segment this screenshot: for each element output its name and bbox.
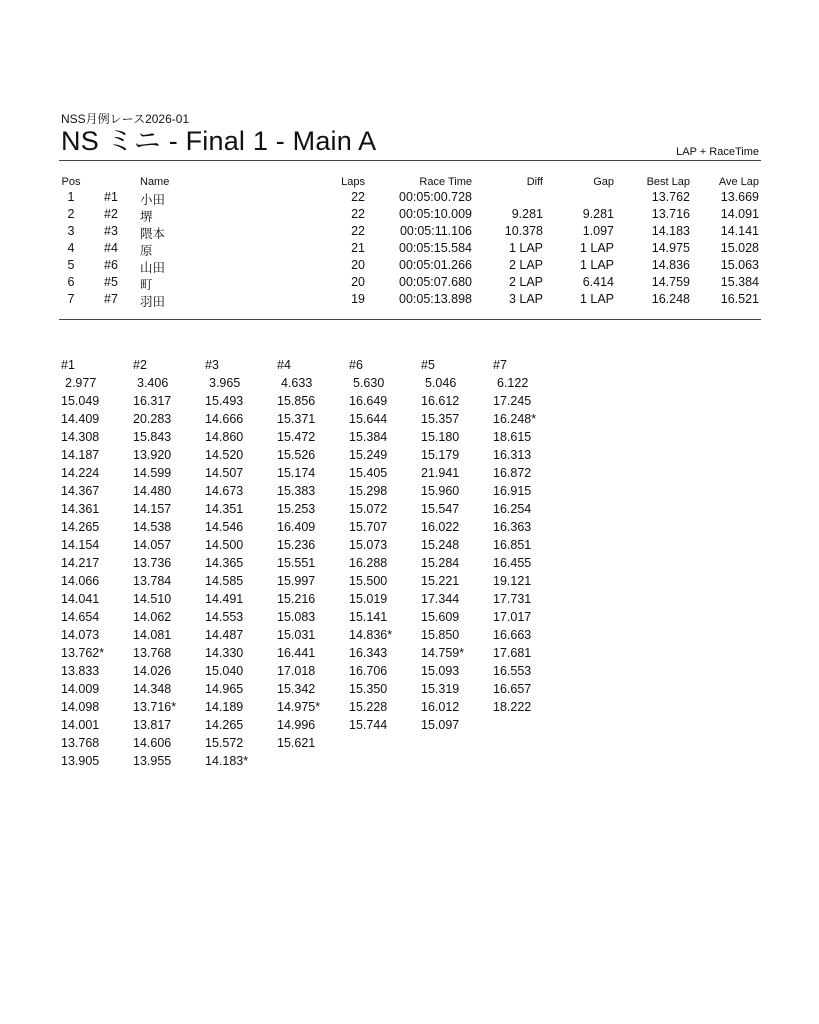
result-row xyxy=(60,224,760,241)
lap-column xyxy=(421,356,491,734)
lap-time: 16.343 xyxy=(349,646,388,660)
result-pos: 7 xyxy=(67,292,75,306)
lap-time: 15.744 xyxy=(349,718,388,732)
lap-time: 13.716* xyxy=(133,700,177,714)
lap-time: 17.018 xyxy=(277,664,316,678)
lap-time: 14.487 xyxy=(205,628,244,642)
result-gap: 9.281 xyxy=(582,207,614,221)
col-header-best-lap: Best Lap xyxy=(646,176,690,188)
lap-time: 14.098 xyxy=(61,700,100,714)
lap-time: 16.441 xyxy=(277,646,316,660)
lap-time: 20.283 xyxy=(133,412,172,426)
lap-time: 15.180 xyxy=(421,430,460,444)
lap-time: 13.905 xyxy=(61,754,100,768)
result-gap: 1 LAP xyxy=(579,292,614,306)
lap-time: 14.265 xyxy=(205,718,244,732)
result-car-number: #3 xyxy=(104,224,118,238)
lap-time: 16.851 xyxy=(493,538,532,552)
lap-time: 16.254 xyxy=(493,502,532,516)
result-laps: 20 xyxy=(351,258,365,272)
result-car-number: #6 xyxy=(104,258,118,272)
result-best-lap: 14.759 xyxy=(651,275,690,289)
lap-time: 18.615 xyxy=(493,430,532,444)
lap-time: 15.141 xyxy=(349,610,388,624)
result-driver-name: 羽田 xyxy=(140,295,166,309)
lap-column-header: #4 xyxy=(277,358,291,372)
lap-time: 15.621 xyxy=(277,736,316,750)
lap-time: 15.342 xyxy=(277,682,316,696)
lap-time: 5.046 xyxy=(425,376,457,390)
lap-time: 16.248* xyxy=(493,412,537,426)
lap-time: 15.526 xyxy=(277,448,316,462)
lap-time: 15.572 xyxy=(205,736,244,750)
lap-time: 17.344 xyxy=(421,592,460,606)
lap-time: 15.083 xyxy=(277,610,316,624)
lap-time: 16.455 xyxy=(493,556,532,570)
lap-time: 3.406 xyxy=(137,376,169,390)
lap-time: 14.157 xyxy=(133,502,172,516)
lap-time: 14.965 xyxy=(205,682,244,696)
lap-time: 14.520 xyxy=(205,448,244,462)
lap-time: 14.041 xyxy=(61,592,100,606)
lap-time: 14.585 xyxy=(205,574,244,588)
lap-time: 2.977 xyxy=(65,376,97,390)
lap-time: 15.609 xyxy=(421,610,460,624)
lap-time: 14.409 xyxy=(61,412,100,426)
result-ave-lap: 13.669 xyxy=(720,190,759,204)
result-race-time: 00:05:15.584 xyxy=(399,241,472,255)
lap-time: 17.245 xyxy=(493,394,532,408)
lap-time: 15.383 xyxy=(277,484,316,498)
col-header-diff: Diff xyxy=(526,176,543,188)
lap-time: 15.843 xyxy=(133,430,172,444)
result-best-lap: 16.248 xyxy=(651,292,690,306)
lap-time: 14.224 xyxy=(61,466,100,480)
lap-time: 15.384 xyxy=(349,430,388,444)
lap-time: 14.057 xyxy=(133,538,172,552)
col-header-name: Name xyxy=(140,176,170,188)
lap-time: 16.872 xyxy=(493,466,532,480)
lap-time: 13.955 xyxy=(133,754,172,768)
result-diff: 1 LAP xyxy=(508,241,543,255)
result-pos: 2 xyxy=(67,207,75,221)
lap-time: 16.663 xyxy=(493,628,532,642)
result-row xyxy=(60,241,760,258)
lap-column xyxy=(133,356,203,770)
lap-time: 14.538 xyxy=(133,520,172,534)
result-best-lap: 13.762 xyxy=(651,190,690,204)
lap-time: 4.633 xyxy=(281,376,313,390)
result-best-lap: 14.975 xyxy=(651,241,690,255)
lap-time: 14.265 xyxy=(61,520,100,534)
lap-time: 16.363 xyxy=(493,520,532,534)
result-driver-name: 隈本 xyxy=(140,227,166,241)
result-gap: 6.414 xyxy=(582,275,614,289)
lap-time: 15.174 xyxy=(277,466,316,480)
lap-time: 15.284 xyxy=(421,556,460,570)
result-laps: 22 xyxy=(351,224,365,238)
lap-time: 13.920 xyxy=(133,448,172,462)
lap-time: 15.019 xyxy=(349,592,388,606)
result-ave-lap: 14.141 xyxy=(720,224,759,238)
lap-time: 14.367 xyxy=(61,484,100,498)
result-best-lap: 14.183 xyxy=(651,224,690,238)
lap-time: 15.031 xyxy=(277,628,316,642)
lap-time: 14.759* xyxy=(421,646,465,660)
lap-time: 14.996 xyxy=(277,718,316,732)
lap-time: 15.350 xyxy=(349,682,388,696)
lap-time: 13.768 xyxy=(133,646,172,660)
lap-time: 6.122 xyxy=(497,376,529,390)
result-row xyxy=(60,190,760,207)
result-ave-lap: 14.091 xyxy=(720,207,759,221)
report-mode-label: LAP + RaceTime xyxy=(676,146,759,158)
lap-time: 13.762* xyxy=(61,646,105,660)
lap-time: 14.308 xyxy=(61,430,100,444)
lap-time: 15.472 xyxy=(277,430,316,444)
lap-time: 17.731 xyxy=(493,592,532,606)
result-race-time: 00:05:00.728 xyxy=(399,190,472,204)
result-ave-lap: 15.028 xyxy=(720,241,759,255)
lap-time: 16.612 xyxy=(421,394,460,408)
lap-time: 17.017 xyxy=(493,610,532,624)
col-header-race-time: Race Time xyxy=(419,176,472,188)
lap-time: 3.965 xyxy=(209,376,241,390)
lap-time: 14.026 xyxy=(133,664,172,678)
result-car-number: #1 xyxy=(104,190,118,204)
lap-time: 16.706 xyxy=(349,664,388,678)
lap-time: 15.097 xyxy=(421,718,460,732)
result-ave-lap: 16.521 xyxy=(720,292,759,306)
lap-time: 15.405 xyxy=(349,466,388,480)
results-divider xyxy=(59,319,761,320)
lap-column xyxy=(277,356,347,752)
lap-time: 15.073 xyxy=(349,538,388,552)
lap-time: 14.062 xyxy=(133,610,172,624)
lap-time: 14.836* xyxy=(349,628,393,642)
lap-time: 14.348 xyxy=(133,682,172,696)
lap-time: 15.551 xyxy=(277,556,316,570)
lap-column-header: #3 xyxy=(205,358,219,372)
lap-time: 13.817 xyxy=(133,718,172,732)
lap-time: 14.351 xyxy=(205,502,244,516)
result-ave-lap: 15.063 xyxy=(720,258,759,272)
lap-column xyxy=(493,356,563,716)
results-header-row xyxy=(60,176,760,190)
result-row xyxy=(60,258,760,275)
lap-time: 14.365 xyxy=(205,556,244,570)
lap-time: 5.630 xyxy=(353,376,385,390)
lap-time: 15.856 xyxy=(277,394,316,408)
lap-time: 14.606 xyxy=(133,736,172,750)
lap-column-header: #7 xyxy=(493,358,507,372)
lap-time: 18.222 xyxy=(493,700,532,714)
lap-time: 13.784 xyxy=(133,574,172,588)
lap-time: 15.179 xyxy=(421,448,460,462)
lap-time: 14.500 xyxy=(205,538,244,552)
lap-time: 15.644 xyxy=(349,412,388,426)
col-header-laps: Laps xyxy=(341,176,365,188)
result-pos: 4 xyxy=(67,241,75,255)
lap-time: 14.599 xyxy=(133,466,172,480)
lap-time: 15.049 xyxy=(61,394,100,408)
lap-time: 15.547 xyxy=(421,502,460,516)
lap-time: 15.236 xyxy=(277,538,316,552)
lap-time: 16.553 xyxy=(493,664,532,678)
result-diff: 2 LAP xyxy=(508,275,543,289)
result-car-number: #2 xyxy=(104,207,118,221)
lap-time: 21.941 xyxy=(421,466,460,480)
result-car-number: #5 xyxy=(104,275,118,289)
result-race-time: 00:05:10.009 xyxy=(399,207,472,221)
result-gap: 1 LAP xyxy=(579,258,614,272)
col-header-ave-lap: Ave Lap xyxy=(718,176,759,188)
lap-time: 14.183* xyxy=(205,754,249,768)
lap-time: 14.081 xyxy=(133,628,172,642)
result-driver-name: 原 xyxy=(140,244,153,258)
lap-time: 14.510 xyxy=(133,592,172,606)
result-laps: 22 xyxy=(351,207,365,221)
lap-time: 14.673 xyxy=(205,484,244,498)
lap-time: 16.012 xyxy=(421,700,460,714)
lap-time: 16.313 xyxy=(493,448,532,462)
result-driver-name: 堺 xyxy=(140,210,153,224)
event-subtitle: NSS月例レース2026-01 xyxy=(61,112,190,126)
lap-time: 13.833 xyxy=(61,664,100,678)
results-table xyxy=(60,176,760,309)
result-race-time: 00:05:11.106 xyxy=(399,224,472,238)
lap-time: 16.657 xyxy=(493,682,532,696)
col-header-gap: Gap xyxy=(593,176,614,188)
lap-time: 14.187 xyxy=(61,448,100,462)
lap-time: 13.768 xyxy=(61,736,100,750)
lap-time: 14.009 xyxy=(61,682,100,696)
lap-column xyxy=(349,356,419,734)
lap-time: 13.736 xyxy=(133,556,172,570)
lap-time: 15.072 xyxy=(349,502,388,516)
lap-column-header: #5 xyxy=(421,358,435,372)
lap-time: 17.681 xyxy=(493,646,532,660)
lap-time: 14.654 xyxy=(61,610,100,624)
lap-time: 14.361 xyxy=(61,502,100,516)
result-pos: 3 xyxy=(67,224,75,238)
lap-time: 14.330 xyxy=(205,646,244,660)
lap-time: 15.960 xyxy=(421,484,460,498)
lap-time: 15.253 xyxy=(277,502,316,516)
lap-time: 14.154 xyxy=(61,538,100,552)
result-laps: 19 xyxy=(351,292,365,306)
lap-time: 15.319 xyxy=(421,682,460,696)
lap-time: 15.850 xyxy=(421,628,460,642)
lap-time: 16.915 xyxy=(493,484,532,498)
result-best-lap: 13.716 xyxy=(651,207,690,221)
result-gap: 1.097 xyxy=(582,224,614,238)
result-car-number: #7 xyxy=(104,292,118,306)
lap-time: 14.189 xyxy=(205,700,244,714)
result-ave-lap: 15.384 xyxy=(720,275,759,289)
result-laps: 22 xyxy=(351,190,365,204)
lap-time: 15.221 xyxy=(421,574,460,588)
lap-time: 14.975* xyxy=(277,700,321,714)
result-pos: 6 xyxy=(67,275,75,289)
lap-time: 15.228 xyxy=(349,700,388,714)
lap-column xyxy=(205,356,275,770)
lap-time: 16.317 xyxy=(133,394,172,408)
lap-time: 14.066 xyxy=(61,574,100,588)
result-laps: 21 xyxy=(351,241,365,255)
result-row xyxy=(60,275,760,292)
lap-time: 15.093 xyxy=(421,664,460,678)
lap-time: 14.480 xyxy=(133,484,172,498)
header-divider xyxy=(59,160,761,161)
lap-time: 15.249 xyxy=(349,448,388,462)
result-race-time: 00:05:13.898 xyxy=(399,292,472,306)
result-car-number: #4 xyxy=(104,241,118,255)
result-pos: 1 xyxy=(67,190,75,204)
lap-time: 15.371 xyxy=(277,412,316,426)
lap-time: 15.298 xyxy=(349,484,388,498)
result-row xyxy=(60,292,760,309)
lap-column-header: #2 xyxy=(133,358,147,372)
result-gap: 1 LAP xyxy=(579,241,614,255)
result-diff: 10.378 xyxy=(504,224,543,238)
lap-time: 16.409 xyxy=(277,520,316,534)
lap-time: 16.649 xyxy=(349,394,388,408)
lap-time: 14.491 xyxy=(205,592,244,606)
lap-column-header: #1 xyxy=(61,358,75,372)
lap-column xyxy=(61,356,131,770)
result-pos: 5 xyxy=(67,258,75,272)
result-driver-name: 小田 xyxy=(140,193,166,207)
lap-time: 15.216 xyxy=(277,592,316,606)
lap-time: 14.860 xyxy=(205,430,244,444)
lap-time: 15.248 xyxy=(421,538,460,552)
result-diff: 9.281 xyxy=(511,207,543,221)
result-best-lap: 14.836 xyxy=(651,258,690,272)
lap-column-header: #6 xyxy=(349,358,363,372)
lap-time: 15.707 xyxy=(349,520,388,534)
lap-time: 14.073 xyxy=(61,628,100,642)
lap-time: 14.217 xyxy=(61,556,100,570)
lap-time: 16.288 xyxy=(349,556,388,570)
lap-time: 15.500 xyxy=(349,574,388,588)
lap-time: 15.357 xyxy=(421,412,460,426)
result-race-time: 00:05:01.266 xyxy=(399,258,472,272)
result-laps: 20 xyxy=(351,275,365,289)
lap-time: 14.507 xyxy=(205,466,244,480)
col-header-pos: Pos xyxy=(61,176,81,188)
lap-time: 14.553 xyxy=(205,610,244,624)
lap-time: 16.022 xyxy=(421,520,460,534)
lap-time: 15.493 xyxy=(205,394,244,408)
lap-time: 14.666 xyxy=(205,412,244,426)
lap-time: 14.546 xyxy=(205,520,244,534)
lap-time: 15.997 xyxy=(277,574,316,588)
result-race-time: 00:05:07.680 xyxy=(399,275,472,289)
lap-time: 14.001 xyxy=(61,718,100,732)
result-row xyxy=(60,207,760,224)
lap-time: 15.040 xyxy=(205,664,244,678)
result-diff: 2 LAP xyxy=(508,258,543,272)
result-driver-name: 山田 xyxy=(140,261,166,275)
lap-time: 19.121 xyxy=(493,574,532,588)
page-title: NS ミニ - Final 1 - Main A xyxy=(61,126,377,156)
result-driver-name: 町 xyxy=(140,278,153,292)
result-diff: 3 LAP xyxy=(508,292,543,306)
